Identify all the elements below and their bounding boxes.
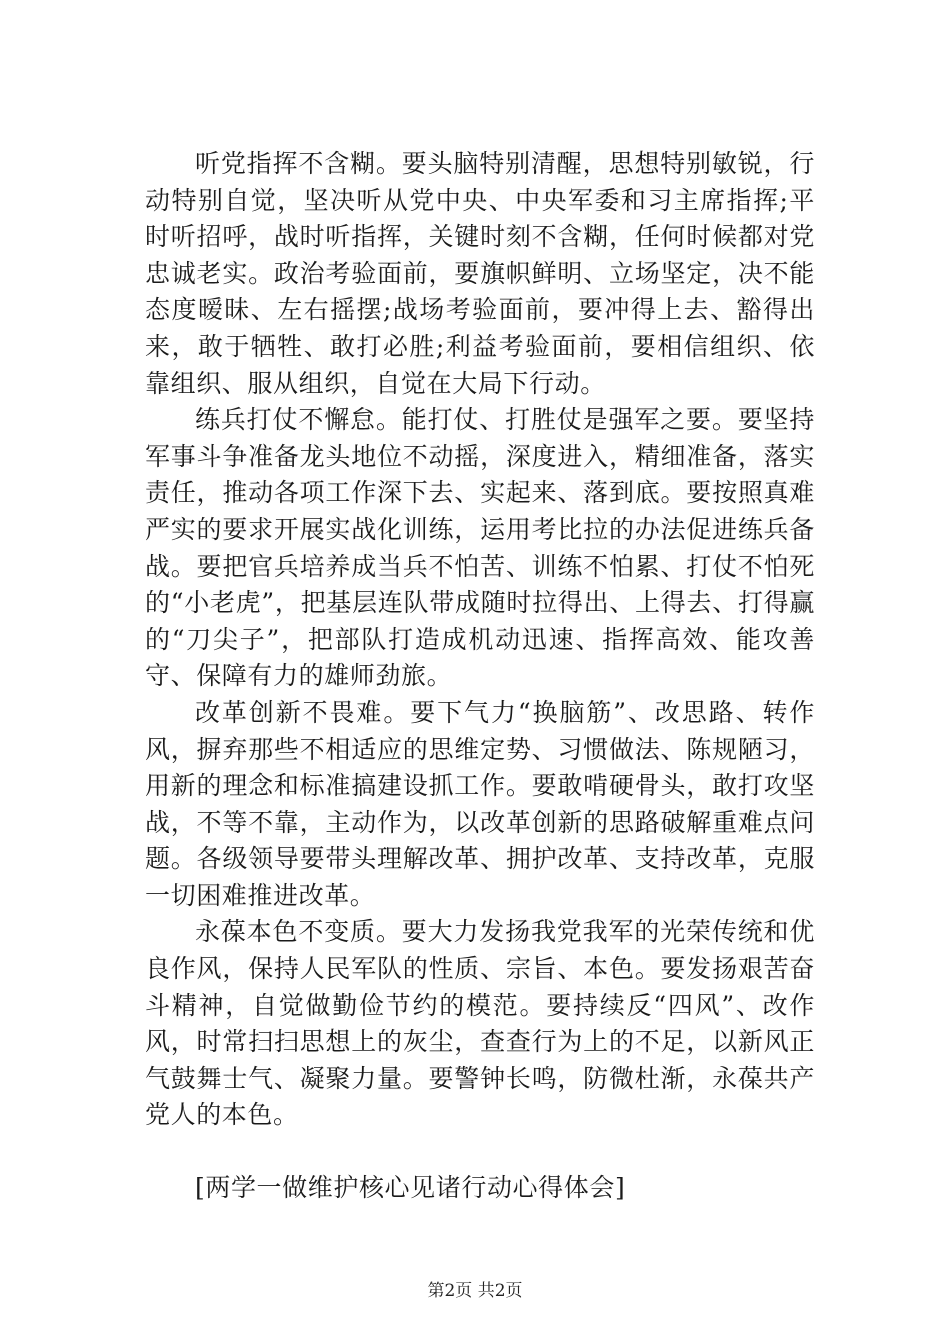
paragraph-2: 练兵打仗不懈怠。能打仗、打胜仗是强军之要。要坚持军事斗争准备龙头地位不动摇，深度进入，精细准备，落实责任，推动各项工作深下去、实起来、落到底。要按照真难严实的要求开展实战化训练，运用考比拉的办法促进练兵备战。要把官兵培养成当兵不怕苦、训练不怕累、打仗不怕死的“小老虎”，把基层连队带成随时拉得出、上得去、打得赢的“刀尖子”，把部队打造成机动迅速、指挥高效、能攻善守、保障有力的雄师劲旅。 [145, 405, 815, 691]
paragraph-3: 改革创新不畏难。要下气力“换脑筋”、改思路、转作风，摒弃那些不相适应的思维定势、习惯做法、陈规陋习，用新的理念和标准搞建设抓工作。要敢啃硬骨头，敢打攻坚战，不等不靠，主动作为，以改革创新的思路破解重难点问题。各级领导要带头理解改革、拥护改革、支持改革，克服一切困难推进改革。 [145, 697, 815, 910]
article-source-title: [两学一做维护核心见诸行动心得体会] [195, 1173, 626, 1203]
paragraph-spacer [145, 1134, 815, 1170]
document-body [145, 146, 815, 1207]
paragraph-4: 永葆本色不变质。要大力发扬我党我军的光荣传统和优良作风，保持人民军队的性质、宗旨、本色。要发扬艰苦奋斗精神，自觉做勤俭节约的模范。要持续反“四风”、改作风，时常扫扫思想上的灰尘，查查行为上的不足，以新风正气鼓舞士气、凝聚力量。要警钟长鸣，防微杜渐，永葆共产党人的本色。 [145, 917, 815, 1130]
page-number: 第2页 共2页 [427, 1281, 523, 1301]
paragraph-1: 听党指挥不含糊。要头脑特别清醒，思想特别敏锐，行动特别自觉，坚决听从党中央、中央军委和习主席指挥;平时听招呼，战时听指挥，关键时刻不含糊，任何时候都对党忠诚老实。政治考验面前，要旗帜鲜明、立场坚定，决不能态度暧昧、左右摇摆;战场考验面前，要冲得上去、豁得出来，敢于牺牲、敢打必胜;利益考验面前，要相信组织、依靠组织、服从组织，自觉在大局下行动。 [145, 149, 815, 398]
